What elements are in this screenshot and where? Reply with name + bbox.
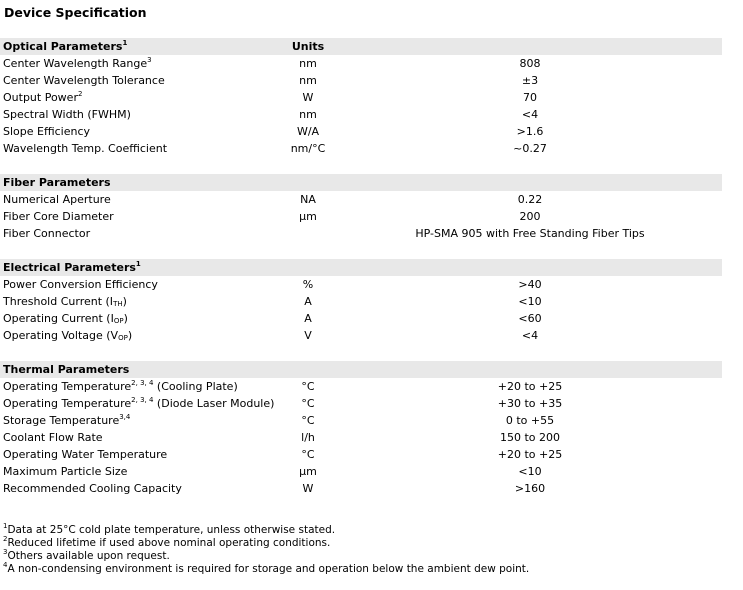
thermal-parameters-section xyxy=(0,361,722,497)
section-header xyxy=(0,259,722,276)
table-row xyxy=(0,72,722,89)
param-label: Fiber Connector xyxy=(3,227,91,240)
param-unit: A xyxy=(304,312,312,325)
section-title: Electrical Parameters$^1$ xyxy=(3,260,141,274)
param-label: Operating Current $(I_{OP})$ xyxy=(3,312,128,325)
param-unit: °C xyxy=(301,448,315,461)
param-label: Recommended Cooling Capacity xyxy=(3,482,182,495)
footnote: $^3$Others available upon request. xyxy=(3,548,170,562)
param-unit: °C xyxy=(301,414,315,427)
param-label: Power Conversion Efficiency xyxy=(3,278,158,291)
param-label: Storage Temperature$^{3,4}$ xyxy=(3,413,131,427)
table-row xyxy=(0,140,722,157)
table-row xyxy=(0,412,722,429)
param-unit: nm xyxy=(299,57,317,70)
param-unit: °C xyxy=(301,397,315,410)
electrical-parameters-section xyxy=(0,259,722,344)
param-value: 0.22 xyxy=(517,193,543,206)
footnote: $^2$Reduced lifetime if used above nominal operating conditions. xyxy=(3,535,331,549)
param-value: <4 xyxy=(521,329,539,342)
section-header xyxy=(0,38,722,55)
param-unit: % xyxy=(302,278,314,291)
table-row xyxy=(0,446,722,463)
table-row xyxy=(0,225,722,242)
param-value: +20 to +25 xyxy=(497,380,563,393)
param-label: Wavelength Temp. Coefficient xyxy=(3,142,168,155)
param-unit: °C xyxy=(301,380,315,393)
table-row xyxy=(0,480,722,497)
param-unit: A xyxy=(304,295,312,308)
param-unit: nm xyxy=(299,108,317,121)
units-header: Units xyxy=(291,40,325,53)
section-header xyxy=(0,174,722,191)
param-unit: W xyxy=(302,482,314,495)
param-value: +30 to +35 xyxy=(497,397,563,410)
param-unit: µm xyxy=(299,465,317,478)
section-header xyxy=(0,361,722,378)
param-label: Numerical Aperture xyxy=(3,193,111,206)
param-label: Operating Temperature$^{2, 3, 4}$ (Diode Laser Module) xyxy=(3,396,275,410)
section-title: Fiber Parameters xyxy=(3,176,111,189)
param-value: <10 xyxy=(518,295,542,308)
param-label: Coolant Flow Rate xyxy=(3,431,103,444)
param-value: <10 xyxy=(518,465,542,478)
param-value: 150 to 200 xyxy=(499,431,561,444)
param-unit: µm xyxy=(299,210,317,223)
param-unit: W xyxy=(302,91,314,104)
table-row xyxy=(0,293,722,310)
footnote: $^4$A non-condensing environment is required for storage and operation below the ambient dew point. xyxy=(3,561,530,575)
optical-parameters-section xyxy=(0,38,722,157)
param-value: <4 xyxy=(521,108,539,121)
table-row xyxy=(0,327,722,344)
param-value: >1.6 xyxy=(516,125,544,138)
param-label: Center Wavelength Tolerance xyxy=(3,74,165,87)
page-title: Device Specification xyxy=(4,5,147,20)
param-value: 200 xyxy=(519,210,541,223)
param-value: ~0.27 xyxy=(513,142,547,155)
param-unit: nm xyxy=(299,74,317,87)
table-row xyxy=(0,191,722,208)
table-row xyxy=(0,463,722,480)
param-unit: l/h xyxy=(301,431,315,444)
param-value: 808 xyxy=(519,57,541,70)
param-label: Slope Efficiency xyxy=(3,125,91,138)
param-value: 70 xyxy=(523,91,537,104)
fiber-parameters-section xyxy=(0,174,722,242)
param-unit: W/A xyxy=(296,125,320,138)
table-row xyxy=(0,276,722,293)
param-value: HP-SMA 905 with Free Standing Fiber Tips xyxy=(415,227,645,240)
param-value: >40 xyxy=(518,278,542,291)
param-value: <60 xyxy=(518,312,542,325)
table-row xyxy=(0,89,722,106)
param-unit: V xyxy=(304,329,312,342)
footnote: $^1$Data at 25°C cold plate temperature, unless otherwise stated. xyxy=(3,522,336,536)
table-row xyxy=(0,310,722,327)
param-unit: NA xyxy=(300,193,316,206)
param-unit: nm/°C xyxy=(290,142,326,155)
param-value: +20 to +25 xyxy=(497,448,563,461)
footnotes xyxy=(3,524,529,576)
table-row xyxy=(0,378,722,395)
table-row xyxy=(0,123,722,140)
param-label: Fiber Core Diameter xyxy=(3,210,114,223)
param-label: Output Power$^2$ xyxy=(3,90,83,104)
table-row xyxy=(0,395,722,412)
param-label: Threshold Current $(I_{TH})$ xyxy=(3,295,127,308)
table-row xyxy=(0,208,722,225)
param-label: Spectral Width (FWHM) xyxy=(3,108,131,121)
param-value: ±3 xyxy=(521,74,539,87)
param-label: Maximum Particle Size xyxy=(3,465,128,478)
param-label: Operating Voltage $(V_{OP})$ xyxy=(3,329,133,342)
param-value: >160 xyxy=(514,482,546,495)
section-title: Optical Parameters$^1$ xyxy=(3,39,128,53)
param-value: 0 to +55 xyxy=(505,414,555,427)
param-label: Operating Water Temperature xyxy=(3,448,168,461)
section-title: Thermal Parameters xyxy=(3,363,130,376)
param-label: Operating Temperature$^{2, 3, 4}$ (Cooling Plate) xyxy=(3,379,238,393)
table-row xyxy=(0,429,722,446)
table-row xyxy=(0,106,722,123)
param-label: Center Wavelength Range$^3$ xyxy=(3,56,152,70)
table-row xyxy=(0,55,722,72)
